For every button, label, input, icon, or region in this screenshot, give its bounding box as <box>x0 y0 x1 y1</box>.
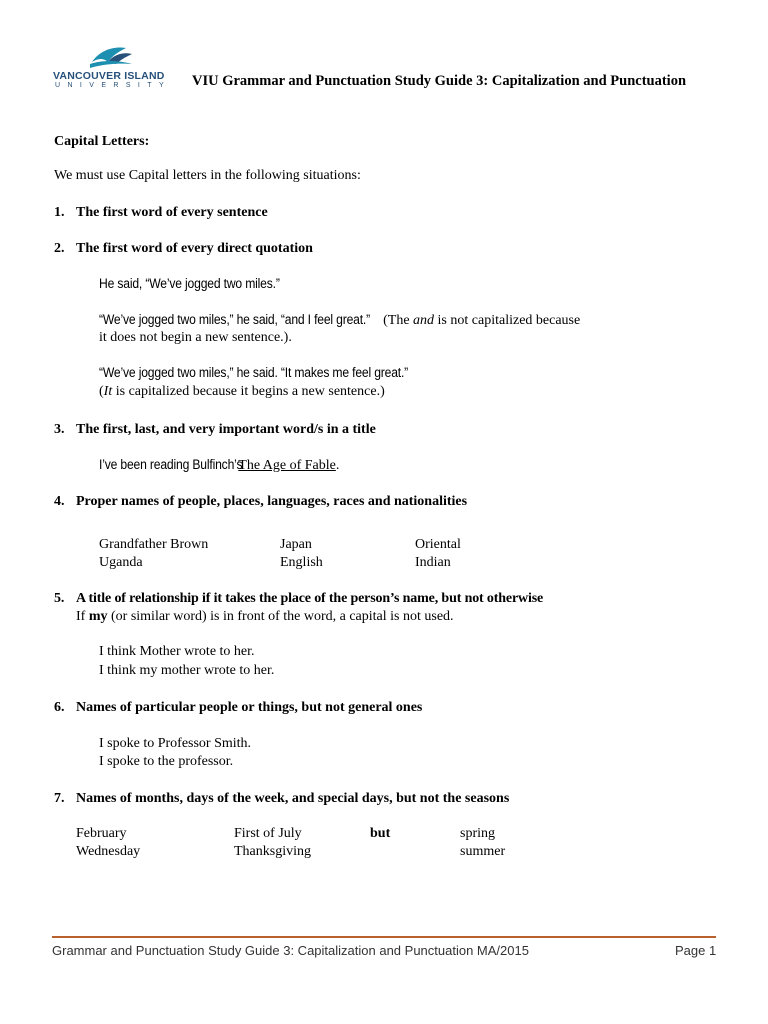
proper-name-cell: Grandfather Brown <box>99 537 209 552</box>
title-example <box>99 457 339 474</box>
calendar-cell: spring <box>460 826 495 841</box>
proper-name-cell: Indian <box>415 555 451 570</box>
title-example-suffix: . <box>335 458 340 473</box>
calendar-cell: First of July <box>234 826 302 841</box>
rule-5 <box>54 591 543 607</box>
calendar-cell: Wednesday <box>76 844 141 859</box>
rule-number: 4. <box>54 494 65 509</box>
rule-1 <box>54 205 268 221</box>
rule-text: Proper names of people, places, languages, races and nationalities <box>76 494 468 509</box>
rule-number: 7. <box>54 791 65 806</box>
particular-example: I spoke to Professor Smith. <box>99 736 252 751</box>
particular-example: I spoke to the professor. <box>99 754 234 769</box>
calendar-contrast-word: but <box>370 826 391 841</box>
proper-name-cell: Japan <box>280 537 312 552</box>
rule-number: 6. <box>54 700 65 715</box>
rule-5-note-bold: my <box>88 609 108 624</box>
rule-5-note <box>76 609 454 625</box>
example-quote-1: He said, “We’ve jogged two miles.” <box>99 276 280 291</box>
rule-4 <box>54 494 467 510</box>
relationship-example: I think Mother wrote to her. <box>99 644 255 659</box>
example-note-rest: is not capitalized because <box>434 313 581 328</box>
rule-number: 1. <box>54 205 65 220</box>
logo-subtitle: UNIVERSITY <box>55 82 172 89</box>
rule-5-note-post: (or similar word) is in front of the word, a capital is not used. <box>107 609 454 624</box>
rule-text: The first word of every direct quotation <box>76 241 313 256</box>
example-quote-3: “We’ve jogged two miles,” he said. “It makes me feel great.” <box>99 365 409 380</box>
document-title: VIU Grammar and Punctuation Study Guide 3: Capitalization and Punctuation <box>192 73 687 89</box>
proper-name-cell: Oriental <box>415 537 461 552</box>
rule-6 <box>54 700 422 716</box>
book-title: The Age of Fable <box>238 458 336 473</box>
rule-text: A title of relationship if it takes the place of the person’s name, but not otherwise <box>76 591 544 606</box>
calendar-cell: February <box>76 826 127 841</box>
example-note-3 <box>99 384 385 400</box>
rule-number: 3. <box>54 422 65 437</box>
rule-text: Names of months, days of the week, and special days, but not the seasons <box>76 791 510 806</box>
footer-divider <box>52 936 716 938</box>
example-note-3-rest: is capitalized because it begins a new sentence.) <box>112 384 385 399</box>
rule-5-note-pre: If <box>76 609 89 624</box>
title-example-prefix: I’ve been reading Bulfinch’s <box>99 457 243 472</box>
proper-name-cell: Uganda <box>99 555 143 570</box>
example-note-emphasis: and <box>413 313 435 328</box>
section-intro: We must use Capital letters in the following situations: <box>54 168 361 183</box>
example-note-open: (The <box>383 313 414 328</box>
section-heading: Capital Letters: <box>54 134 150 149</box>
rule-2 <box>54 241 313 257</box>
rule-text: The first word of every sentence <box>76 205 268 220</box>
example-note-3-open: ( <box>99 384 104 399</box>
rule-3 <box>54 422 376 438</box>
logo-name: VANCOUVER ISLAND <box>53 70 165 82</box>
footer-title: Grammar and Punctuation Study Guide 3: Capitalization and Punctuation MA/2015 <box>52 943 529 958</box>
relationship-example: I think my mother wrote to her. <box>99 663 275 678</box>
calendar-cell: Thanksgiving <box>234 844 311 859</box>
example-quote-2 <box>99 312 580 329</box>
example-note-3-emphasis: It <box>103 384 113 399</box>
example-note-line2: it does not begin a new sentence.). <box>99 330 292 345</box>
example-quote-2-text: “We’ve jogged two miles,” he said, “and I feel great.” <box>99 312 370 327</box>
rule-text: The first, last, and very important word/s in a title <box>76 422 376 437</box>
rule-text: Names of particular people or things, but not general ones <box>76 700 423 715</box>
rule-7 <box>54 791 509 807</box>
proper-name-cell: English <box>280 555 323 570</box>
rule-number: 5. <box>54 591 65 606</box>
page-number: Page 1 <box>675 943 717 958</box>
calendar-cell: summer <box>460 844 506 859</box>
rule-number: 2. <box>54 241 65 256</box>
